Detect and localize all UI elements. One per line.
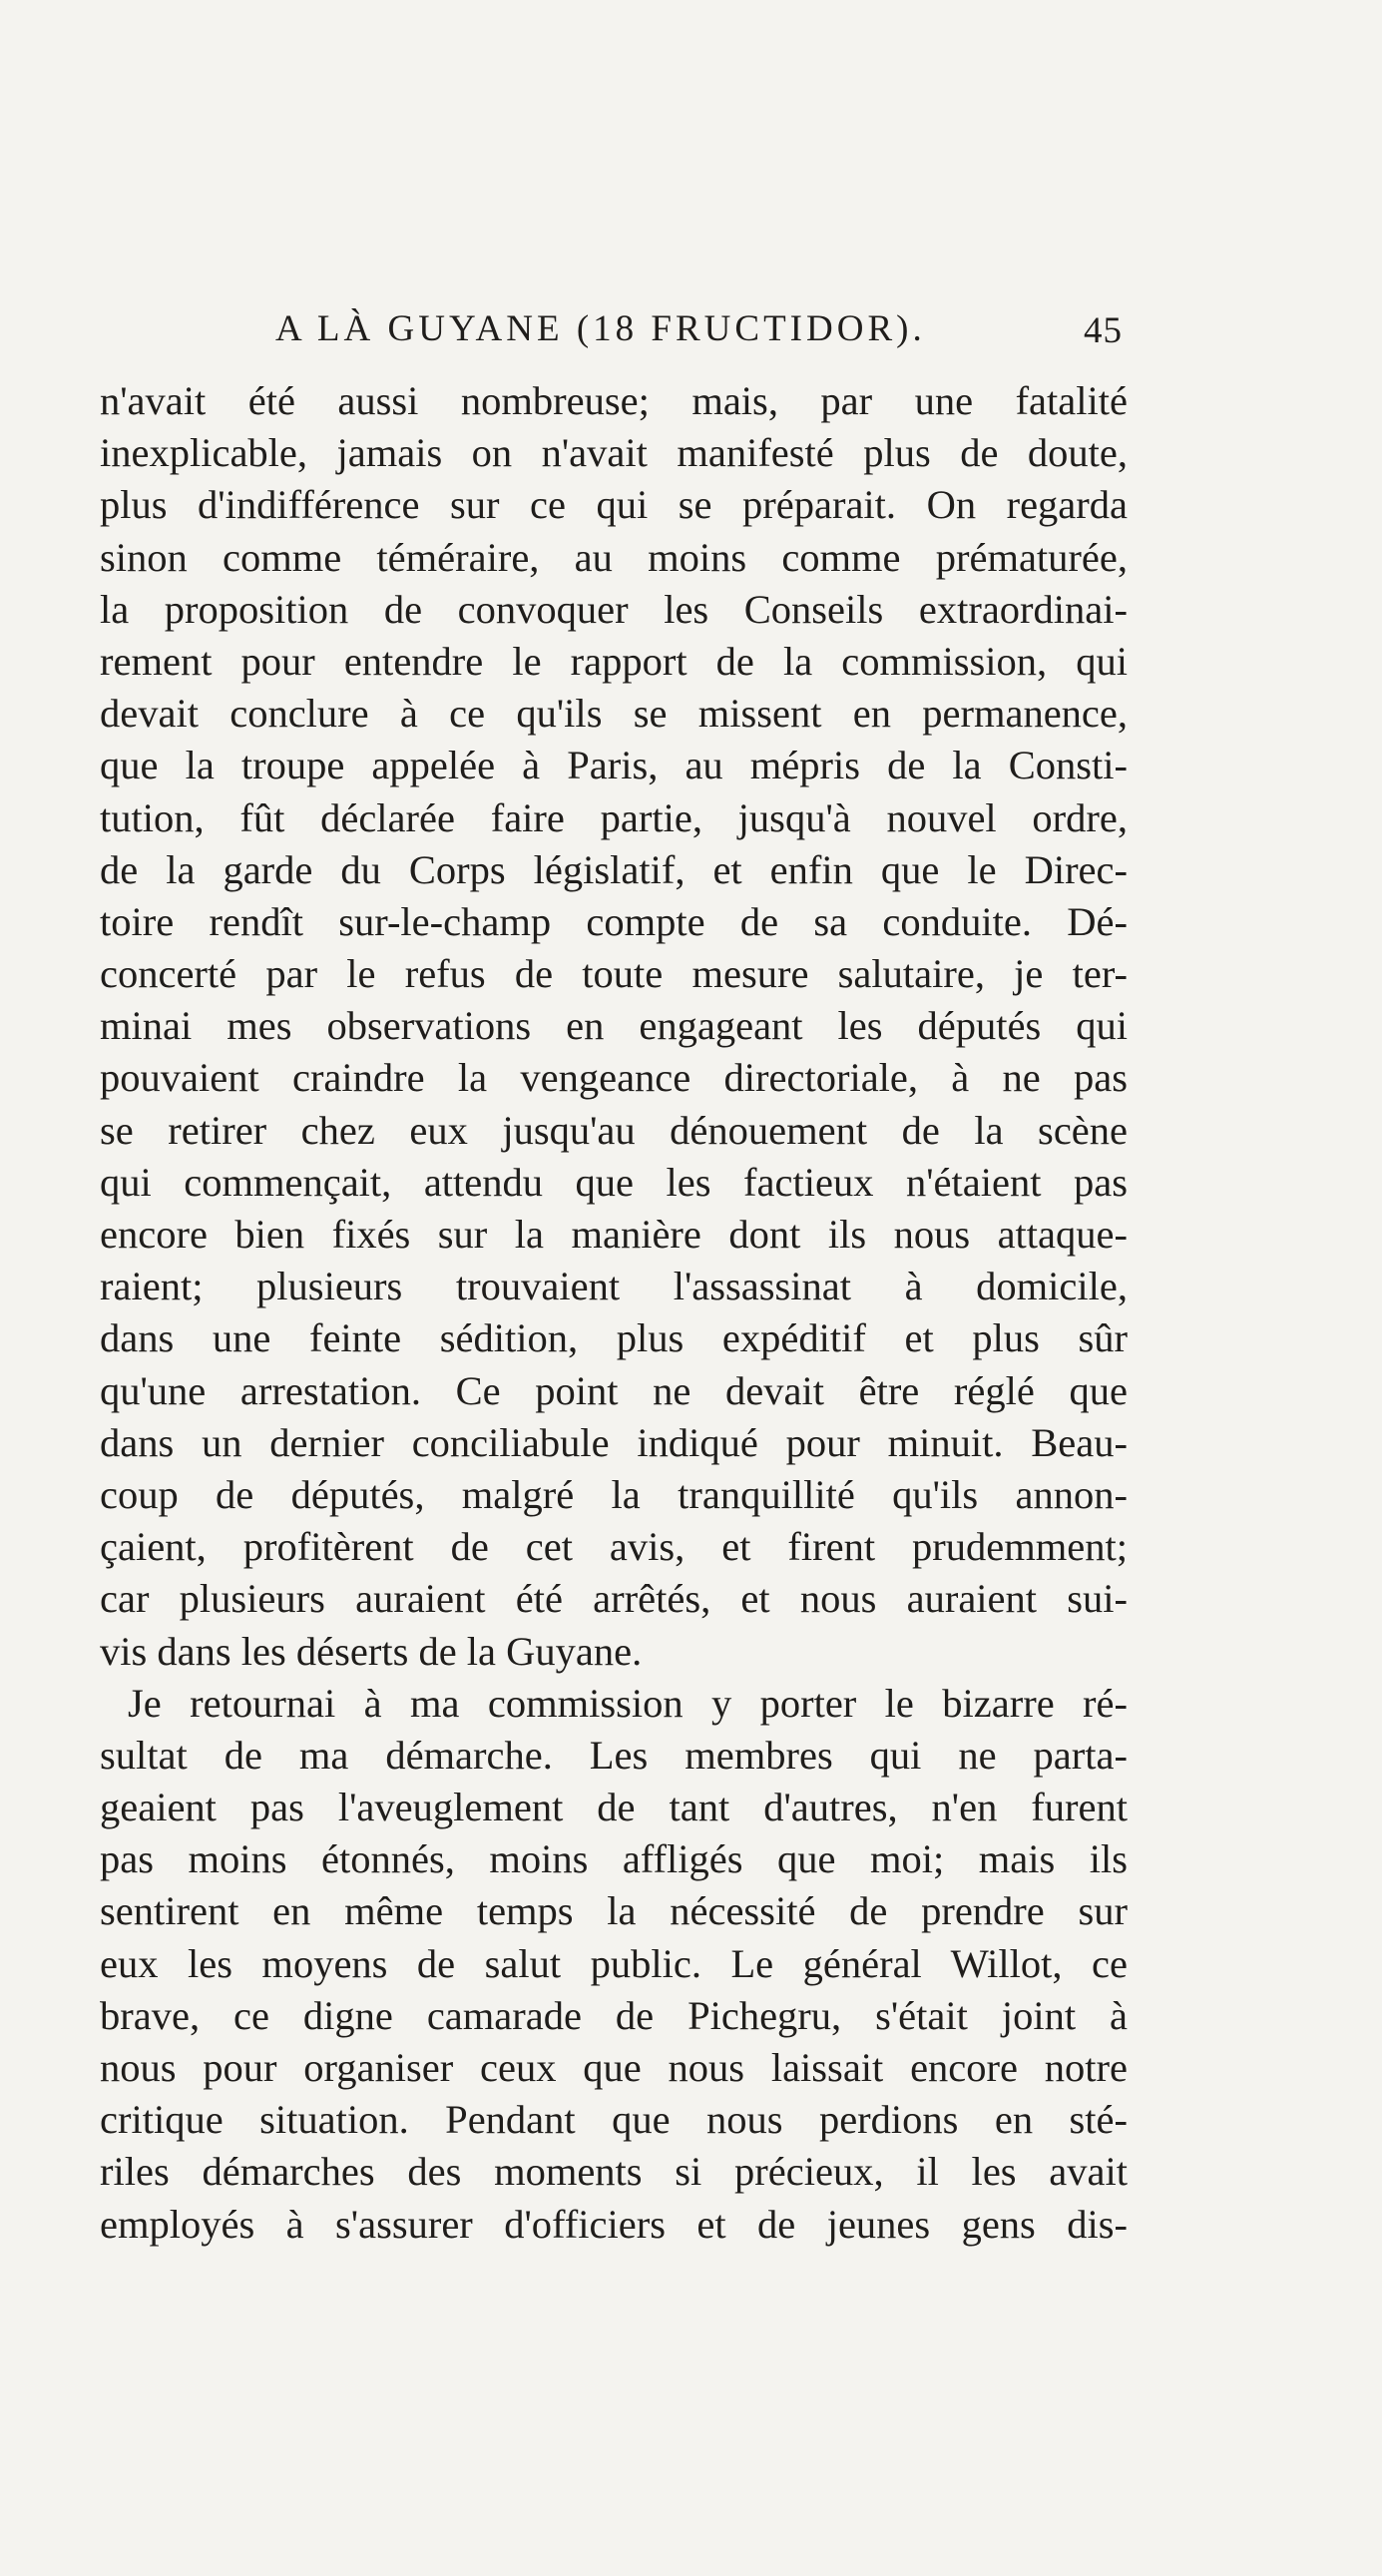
text-line: employés à s'assurer d'officiers et de jeunes gens dis- [100,2201,1128,2247]
text-line: vis dans les déserts de la Guyane. [100,1628,643,1674]
text-line: eux les moyens de salut public. Le général Willot, ce [100,1940,1128,1986]
text-line: riles démarches des moments si précieux, il les avait [100,2149,1128,2195]
text-line: n'avait été aussi nombreuse; mais, par une fatalité [100,378,1128,423]
running-head [100,299,1128,359]
text-line: minai mes observations en engageant les députés qui [100,1003,1128,1049]
text-line: Je retournai à ma commission y porter le bizarre ré- [128,1680,1128,1726]
text-line: pas moins étonnés, moins affligés que moi; mais ils [100,1836,1128,1882]
text-line: brave, ce digne camarade de Pichegru, s'était joint à [100,1992,1128,2038]
text-line: qui commençait, attendu que les factieux n'étaient pas [100,1159,1128,1205]
running-title: A LÀ GUYANE (18 FRUCTIDOR). [275,308,926,349]
text-line: sinon comme téméraire, au moins comme prématurée, [100,534,1128,580]
text-line: rement pour entendre le rapport de la commission, qui [100,638,1128,684]
text-line: la proposition de convoquer les Conseils extraordinai- [100,586,1128,632]
paragraph-1 [100,375,1128,1678]
text-line: sentirent en même temps la nécessité de prendre sur [100,1888,1128,1934]
body-text [100,375,1128,2251]
paragraph-2 [100,1678,1128,2251]
text-line: dans une feinte sédition, plus expéditif et plus sûr [100,1315,1128,1361]
text-line: concerté par le refus de toute mesure salutaire, je ter- [100,951,1128,997]
text-line: toire rendît sur-le-champ compte de sa conduite. Dé- [100,898,1128,944]
text-line: çaient, profitèrent de cet avis, et firent prudemment; [100,1524,1128,1570]
page-number: 45 [1084,310,1123,351]
text-line: de la garde du Corps législatif, et enfin que le Direc- [100,846,1128,892]
text-line: devait conclure à ce qu'ils se missent en permanence, [100,691,1128,737]
text-line: coup de députés, malgré la tranquillité qu'ils annon- [100,1471,1128,1517]
text-line: que la troupe appelée à Paris, au mépris de la Consti- [100,743,1128,788]
text-line: se retirer chez eux jusqu'au dénouement de la scène [100,1107,1128,1153]
text-line: dans un dernier conciliabule indiqué pour minuit. Beau- [100,1419,1128,1465]
text-line: inexplicable, jamais on n'avait manifesté plus de doute, [100,430,1128,476]
text-line: plus d'indifférence sur ce qui se préparait. On regarda [100,482,1128,528]
text-line: pouvaient craindre la vengeance directoriale, à ne pas [100,1055,1128,1101]
text-line: geaient pas l'aveuglement de tant d'autres, n'en furent [100,1785,1128,1830]
text-line: sultat de ma démarche. Les membres qui ne parta- [100,1732,1128,1778]
text-line: tution, fût déclarée faire partie, jusqu'à nouvel ordre, [100,794,1128,840]
text-line: car plusieurs auraient été arrêtés, et nous auraient sui- [100,1576,1128,1622]
text-line: qu'une arrestation. Ce point ne devait être réglé que [100,1367,1128,1413]
text-line: raient; plusieurs trouvaient l'assassinat à domicile, [100,1264,1128,1309]
text-line: encore bien fixés sur la manière dont ils nous attaque- [100,1212,1128,1257]
text-line: critique situation. Pendant que nous perdions en sté- [100,2097,1128,2143]
text-line: nous pour organiser ceux que nous laissait encore notre [100,2045,1128,2090]
